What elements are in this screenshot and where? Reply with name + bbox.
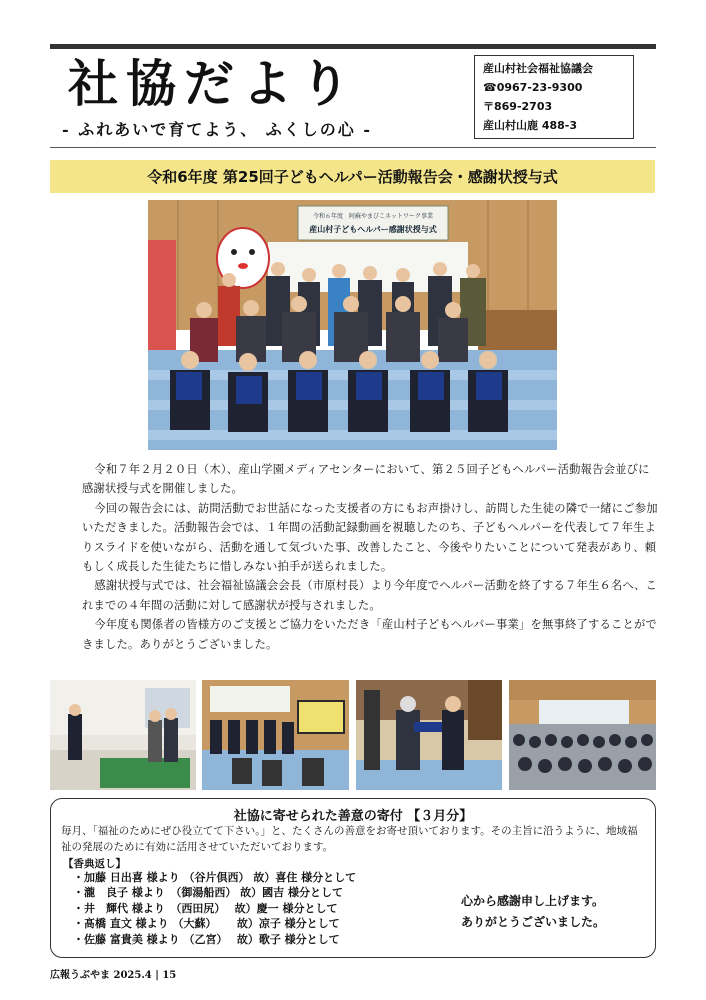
photo-banner-line1: 令和６年度 阿蘇やまびこネットワーク事業 [312, 213, 434, 220]
group-photo [148, 200, 557, 450]
photo-audience [509, 680, 656, 790]
article-paragraph: 感謝状授与式では、社会福祉協議会会長（市原村長）より今年度でヘルパー活動を終了する７年生６名へ、これまでの４年間の活動に対して感謝状が授与されました。 [82, 579, 657, 612]
article-paragraph: 令和７年２月２０日（木）、産山学園メディアセンターにおいて、第２５回子どもヘルパー活動報告会並びに感謝状授与式を開催しました。 [82, 463, 650, 496]
donation-thanks [461, 891, 605, 933]
photo-visit [50, 680, 196, 790]
header-divider [50, 147, 656, 148]
donation-item: ・髙橋 直文 様より （大蘇） 故）凉子 様分として [73, 917, 340, 931]
photo-report [202, 680, 349, 790]
article-headline: 令和6年度 第25回子どもヘルパー活動報告会・感謝状授与式 [50, 160, 655, 193]
donation-item: ・瀧 良子 様より （御湯船西） 故）國吉 様分として [73, 886, 343, 900]
contact-phone: ☎0967-23-9300 [483, 81, 583, 94]
article-body [82, 460, 658, 654]
contact-postal: 〒869-2703 [483, 100, 553, 113]
photo-banner-line2: 産山村子どもヘルパー感謝状授与式 [309, 225, 437, 234]
thanks-line-1: 心から感謝申し上げます。 [461, 894, 605, 908]
donation-intro: 毎月、「福祉のためにぜひ役立てて下さい。」と、たくさんの善意をお寄せ頂いております。その主旨に沿うように、地域福祉の発展のために有効に活用させていただいております。 [61, 825, 638, 853]
donation-item: ・佐藤 富貴美 様より （乙宮） 故）歌子 様分として [73, 932, 340, 946]
contact-box [474, 55, 634, 139]
donation-box [50, 798, 656, 958]
donation-subheading: 【香典返し】 [63, 858, 126, 870]
article-paragraph: 今年度も関係者の皆様方のご支援とご協力をいただき「産山村子どもヘルパー事業」を無事終了することができました。ありがとうございました。 [82, 618, 657, 651]
page-footer: 広報うぶやま 2025.4 | 15 [50, 970, 177, 981]
donation-list [73, 870, 356, 947]
donation-title: 社協に寄せられた善意の寄付 【３月分】 [233, 809, 473, 824]
thanks-line-2: ありがとうございました。 [461, 915, 606, 929]
top-rule [50, 44, 656, 49]
contact-org: 産山村社会福祉協議会 [483, 62, 593, 75]
donation-item: ・加藤 日出喜 様より （谷片倶西） 故）喜住 様分として [73, 871, 357, 884]
donation-item: ・井 輝代 様より （西田尻） 故）慶一 様分として [73, 901, 338, 915]
masthead-tagline: - ふれあいで育てよう、 ふくしの心 - [62, 120, 372, 139]
article-paragraph: 今回の報告会には、訪問活動でお世話になった支援者の方にもお声掛けし、訪問した生徒の隣で一緒にご参加いただきました。活動報告会では、１年間の活動記録動画を視聴したのち、子どもヘルパーを代表して７年生よりスライドを使いながら、活動を通して気づいた事、改善したこと、今後やりたいことについて発表があり、頼もしく成長した生徒たちに惜しみない拍手が送られました。 [82, 501, 658, 574]
photo-award [356, 680, 502, 790]
contact-address: 産山村山鹿 488-3 [483, 119, 578, 132]
masthead-title: 社協だより [68, 54, 358, 113]
